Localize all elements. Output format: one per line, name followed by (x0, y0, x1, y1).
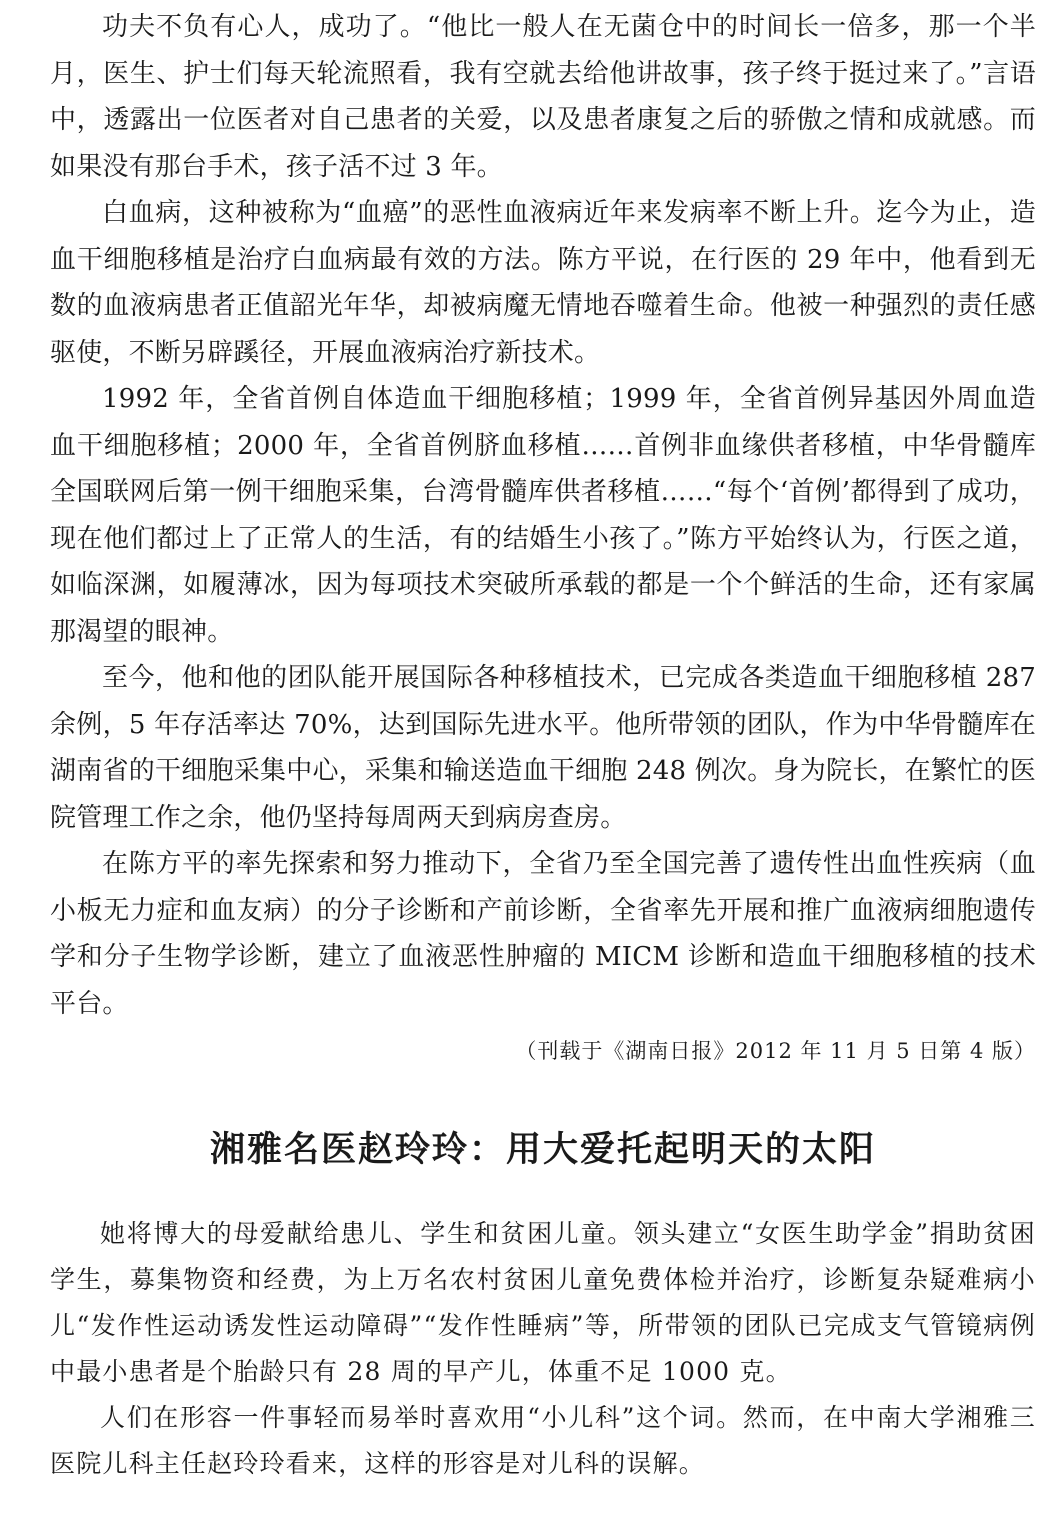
publication-source-note: （刊载于《湖南日报》2012 年 11 月 5 日第 4 版） (515, 1039, 1036, 1063)
paragraph: 在陈方平的率先探索和努力推动下，全省乃至全国完善了遗传性出血性疾病（血小板无力症和血友病）的分子诊断和产前诊断，全省率先开展和推广血液病细胞遗传学和分子生物学诊断，建立了血液恶性肿瘤的 MICM 诊断和造血干细胞移植的技术平台。 (50, 849, 1036, 1019)
paragraph: 人们在形容一件事轻而易举时喜欢用“小儿科”这个词。然而，在中南大学湘雅三医院儿科主任赵玲玲看来，这样的形容是对儿科的误解。 (50, 1403, 1036, 1478)
paragraph: 至今，他和他的团队能开展国际各种移植技术，已完成各类造血干细胞移植 287 余例，5 年存活率达 70%，达到国际先进水平。他所带领的团队，作为中华骨髓库在湖南省的干细胞采集中心，采集和输送造血干细胞 248 例次。身为院长，在繁忙的医院管理工作之余，他仍坚持每周两天到病房查房。 (50, 663, 1036, 833)
article-title: 湘雅名医赵玲玲：用大爱托起明天的太阳 (209, 1130, 876, 1170)
paragraph: 功夫不负有心人，成功了。“他比一般人在无菌仓中的时间长一倍多，那一个半月，医生、护士们每天轮流照看，我有空就去给他讲故事，孩子终于挺过来了。”言语中，透露出一位医者对自己患者的关爱，以及患者康复之后的骄傲之情和成就感。而如果没有那台手术，孩子活不过 3 年。 (50, 12, 1036, 182)
document-page (50, 4, 1036, 1487)
article-zhao-lingling (50, 1125, 1036, 1487)
article-chen-fangping (50, 4, 1036, 1071)
paragraph: 白血病，这种被称为“血癌”的恶性血液病近年来发病率不断上升。迄今为止，造血干细胞移植是治疗白血病最有效的方法。陈方平说，在行医的 29 年中，他看到无数的血液病患者正值韶光年华，却被病魔无情地吞噬着生命。他被一种强烈的责任感驱使，不断另辟蹊径，开展血液病治疗新技术。 (50, 198, 1036, 368)
paragraph: 1992 年，全省首例自体造血干细胞移植；1999 年，全省首例异基因外周血造血干细胞移植；2000 年，全省首例脐血移植……首例非血缘供者移植，中华骨髓库全国联网后第一例干细胞采集，台湾骨髓库供者移植……“每个‘首例’都得到了成功，现在他们都过上了正常人的生活，有的结婚生小孩了。”陈方平始终认为，行医之道，如临深渊，如履薄冰，因为每项技术突破所承载的都是一个个鲜活的生命，还有家属那渴望的眼神。 (50, 384, 1036, 647)
paragraph: 她将博大的母爱献给患儿、学生和贫困儿童。领头建立“女医生助学金”捐助贫困学生，募集物资和经费，为上万名农村贫困儿童免费体检并治疗，诊断复杂疑难病小儿“发作性运动诱发性运动障碍”“发作性睡病”等，所带领的团队已完成支气管镜病例中最小患者是个胎龄只有 28 周的早产儿，体重不足 1000 克。 (50, 1219, 1036, 1386)
